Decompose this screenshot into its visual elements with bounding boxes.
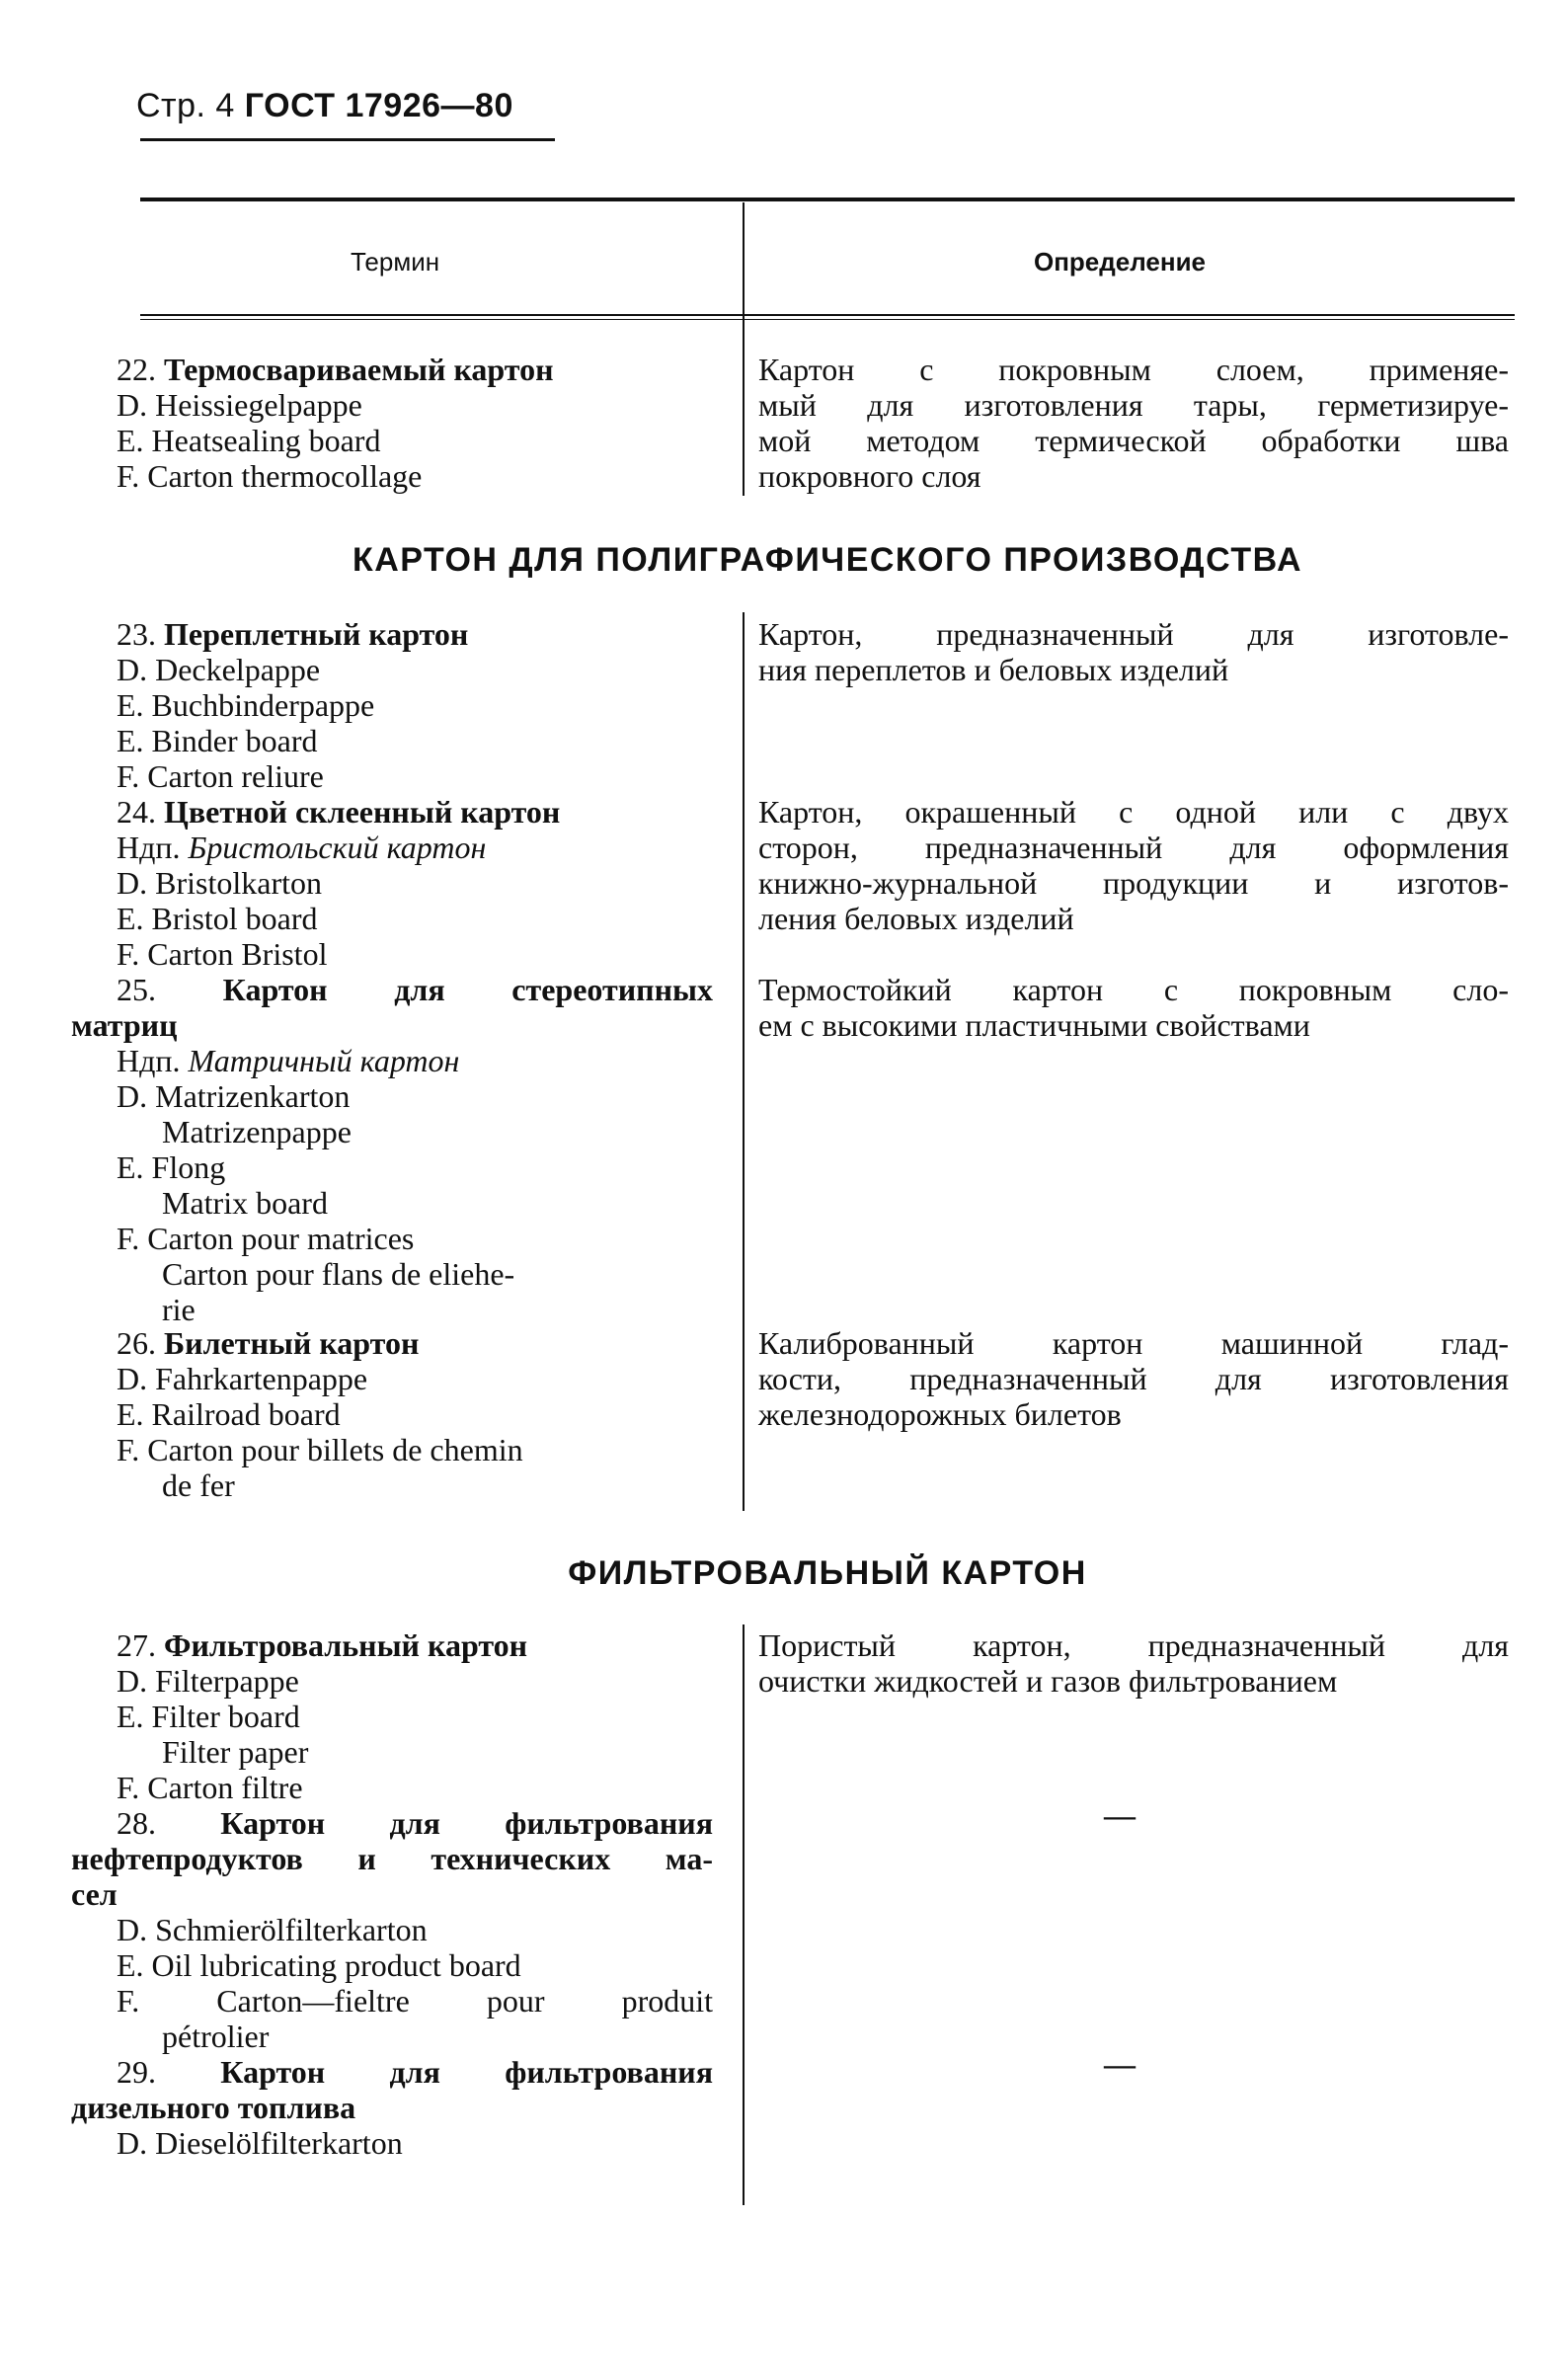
definition-23: [758, 616, 1509, 687]
page-header: [136, 87, 513, 125]
term-26-title: 26. Билетный картон: [117, 1325, 420, 1361]
term-23-de: D. Deckelpappe: [117, 652, 321, 687]
term-28-title-cont: нефтепродуктов и технических ма-: [71, 1841, 713, 1876]
term-24-deprecated: Ндп. Бристольский картон: [117, 830, 487, 865]
definition-22: [758, 352, 1509, 494]
definition-26-line: Калиброванный картон машинной глад-: [758, 1325, 1509, 1361]
definition-27-line: Пористый картон, предназначенный для: [758, 1627, 1509, 1663]
definition-23-line: Картон, предназначенный для изготовле-: [758, 616, 1509, 652]
term-24: [117, 794, 713, 972]
term-28-title-end: сел: [71, 1876, 118, 1912]
standard-number: ГОСТ 17926—80: [244, 87, 513, 124]
definition-27-line: очистки жидкостей и газов фильтрованием: [758, 1663, 1338, 1699]
table-head-rule-second: [140, 319, 1515, 320]
term-23-en-2: E. Binder board: [117, 723, 318, 758]
term-25-title-cont: матриц: [71, 1007, 178, 1043]
term-23-en-1: E. Buchbinderpappe: [117, 687, 375, 723]
term-25-de-2: Matrizenpappe: [162, 1114, 352, 1149]
term-29-title-cont: дизельного топлива: [71, 2090, 356, 2125]
column-divider-3: [743, 1624, 745, 2205]
table-top-rule: [140, 198, 1515, 201]
term-25-en-2: Matrix board: [162, 1185, 328, 1221]
definition-27: [758, 1627, 1509, 1699]
definition-25-line: Термостойкий картон с покровным сло-: [758, 972, 1509, 1007]
term-23: [117, 616, 713, 794]
header-rule: [140, 138, 555, 141]
section-title-filter: ФИЛЬТРОВАЛЬНЫЙ КАРТОН: [568, 1554, 1087, 1592]
term-29-title: 29. Картон для фильтрования: [117, 2054, 713, 2090]
term-25-deprecated: Ндп. Матричный картон: [117, 1043, 460, 1078]
term-25-title: 25. Картон для стереотипных: [117, 972, 714, 1007]
definition-26-line: кости, предназначенный для изготовления: [758, 1361, 1509, 1396]
definition-22-line: покровного слоя: [758, 458, 981, 494]
term-26-en: E. Railroad board: [117, 1396, 341, 1432]
definition-26-line: железнодорожных билетов: [758, 1396, 1122, 1432]
term-25-en-1: E. Flong: [117, 1149, 226, 1185]
term-25-de-1: D. Matrizenkarton: [117, 1078, 351, 1114]
term-22: [117, 352, 713, 494]
term-25-fr-3: rie: [162, 1292, 196, 1327]
term-26: [117, 1325, 713, 1503]
term-22-en: E. Heatsealing board: [117, 423, 381, 458]
term-25: [71, 972, 714, 1327]
term-29-de: D. Dieselölfilterkarton: [117, 2125, 403, 2161]
definition-29-dash: —: [1104, 2046, 1136, 2082]
definition-25: [758, 972, 1509, 1043]
term-27-de: D. Filterpappe: [117, 1663, 299, 1699]
term-29: [71, 2054, 713, 2161]
term-22-fr: F. Carton thermocollage: [117, 458, 423, 494]
term-28: [71, 1805, 713, 2054]
term-25-fr-1: F. Carton pour matrices: [117, 1221, 415, 1256]
term-28-fr-1: F. Carton—fieltre pour produit: [117, 1983, 713, 2019]
term-24-title: 24. Цветной склеенный картон: [117, 794, 561, 830]
definition-22-line: мый для изготовления тары, герметизируе-: [758, 387, 1509, 423]
term-26-fr-2: de fer: [162, 1467, 235, 1503]
definition-22-line: Картон с покровным слоем, применяе-: [758, 352, 1509, 387]
term-24-en: E. Bristol board: [117, 901, 318, 936]
term-22-title: 22. Термосвариваемый картон: [117, 352, 554, 387]
term-27: [117, 1627, 713, 1805]
definition-24-line: ления беловых изделий: [758, 901, 1074, 936]
term-26-fr-1: F. Carton pour billets de chemin: [117, 1432, 523, 1467]
term-23-fr: F. Carton reliure: [117, 758, 324, 794]
definition-22-line: мой методом термической обработки шва: [758, 423, 1509, 458]
table-head-rule: [140, 314, 1515, 316]
term-28-en: E. Oil lubricating product board: [117, 1947, 521, 1983]
definition-25-line: ем с высокими пластичными свойствами: [758, 1007, 1310, 1043]
section-title-polygraphic: КАРТОН ДЛЯ ПОЛИГРАФИЧЕСКОГО ПРОИЗВОДСТВА: [352, 541, 1303, 579]
definition-26: [758, 1325, 1509, 1432]
term-28-fr-2: pétrolier: [162, 2019, 270, 2054]
term-27-en-2: Filter paper: [162, 1734, 309, 1770]
column-divider-2: [743, 612, 745, 1511]
term-22-de: D. Heissiegelpappe: [117, 387, 362, 423]
term-28-title: 28. Картон для фильтрования: [117, 1805, 713, 1841]
term-24-fr: F. Carton Bristol: [117, 936, 328, 972]
definition-24: [758, 794, 1509, 936]
column-header-term: Термин: [351, 247, 440, 277]
term-27-en-1: E. Filter board: [117, 1699, 300, 1734]
definition-24-line: Картон, окрашенный с одной или с двух: [758, 794, 1509, 830]
term-25-fr-2: Carton pour flans de eliehe-: [162, 1256, 515, 1292]
term-26-de: D. Fahrkartenpappe: [117, 1361, 368, 1396]
definition-28-dash: —: [1104, 1797, 1136, 1833]
term-23-title: 23. Переплетный картон: [117, 616, 469, 652]
definition-24-line: сторон, предназначенный для оформления: [758, 830, 1509, 865]
definition-24-line: книжно-журнальной продукции и изготов-: [758, 865, 1509, 901]
term-24-de: D. Bristolkarton: [117, 865, 322, 901]
column-divider-1: [743, 202, 745, 496]
term-27-fr: F. Carton filtre: [117, 1770, 303, 1805]
term-27-title: 27. Фильтровальный картон: [117, 1627, 528, 1663]
column-header-definition: Определение: [1034, 247, 1207, 277]
page-number: Стр. 4: [136, 87, 235, 124]
definition-23-line: ния переплетов и беловых изделий: [758, 652, 1229, 687]
term-28-de: D. Schmierölfilterkarton: [117, 1912, 428, 1947]
